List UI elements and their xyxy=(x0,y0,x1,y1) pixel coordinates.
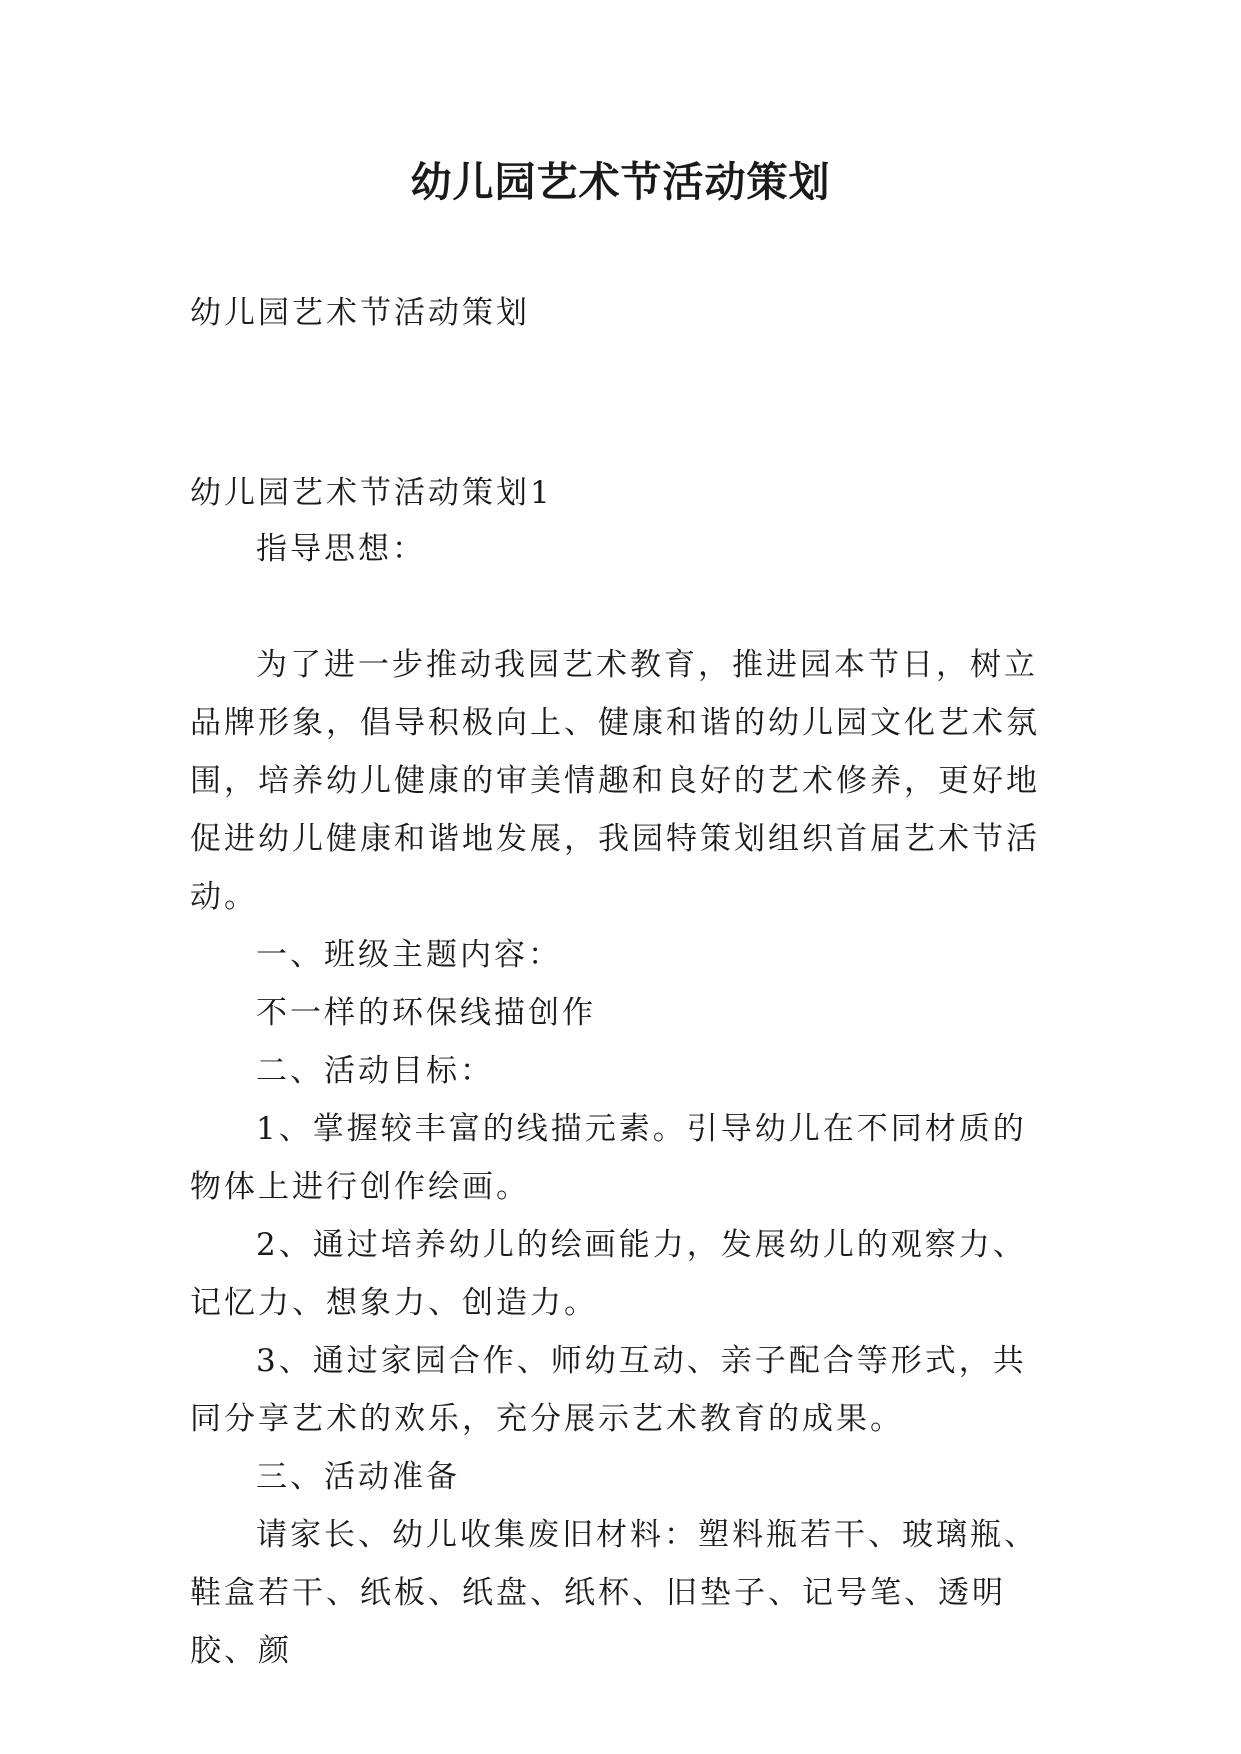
paragraph-intro: 为了进一步推动我园艺术教育，推进园本节日，树立品牌形象，倡导积极向上、健康和谐的幼儿园文化艺术氛围，培养幼儿健康的审美情趣和良好的艺术修养，更好地促进幼儿健康和谐地发展，我园特策划组织首届艺术节活动。 xyxy=(190,647,1040,915)
heading-class-theme: 一、班级主题内容： xyxy=(256,937,562,973)
document-body xyxy=(190,520,1052,1680)
paragraph-guiding-thought: 指导思想： xyxy=(256,531,426,567)
paragraph-materials: 请家长、幼儿收集废旧材料：塑料瓶若干、玻璃瓶、鞋盒若干、纸板、纸盘、纸杯、旧垫子、记号笔、透明胶、颜 xyxy=(190,1517,1038,1669)
heading-preparation: 三、活动准备 xyxy=(256,1459,460,1495)
paragraph-theme: 不一样的环保线描创作 xyxy=(256,995,596,1031)
document-subtitle: 幼儿园艺术节活动策划 xyxy=(190,295,530,331)
goal-item: 2、通过培养幼儿的绘画能力，发展幼儿的观察力、记忆力、想象力、创造力。 xyxy=(190,1227,1027,1321)
goal-item: 3、通过家园合作、师幼互动、亲子配合等形式，共同分享艺术的欢乐，充分展示艺术教育的成果。 xyxy=(190,1343,1027,1437)
heading-goals: 二、活动目标： xyxy=(256,1053,494,1089)
goal-item: 1、掌握较丰富的线描元素。引导幼儿在不同材质的物体上进行创作绘画。 xyxy=(190,1111,1027,1205)
document-title: 幼儿园艺术节活动策划 xyxy=(410,158,831,206)
section-heading: 幼儿园艺术节活动策划1 xyxy=(190,475,553,511)
